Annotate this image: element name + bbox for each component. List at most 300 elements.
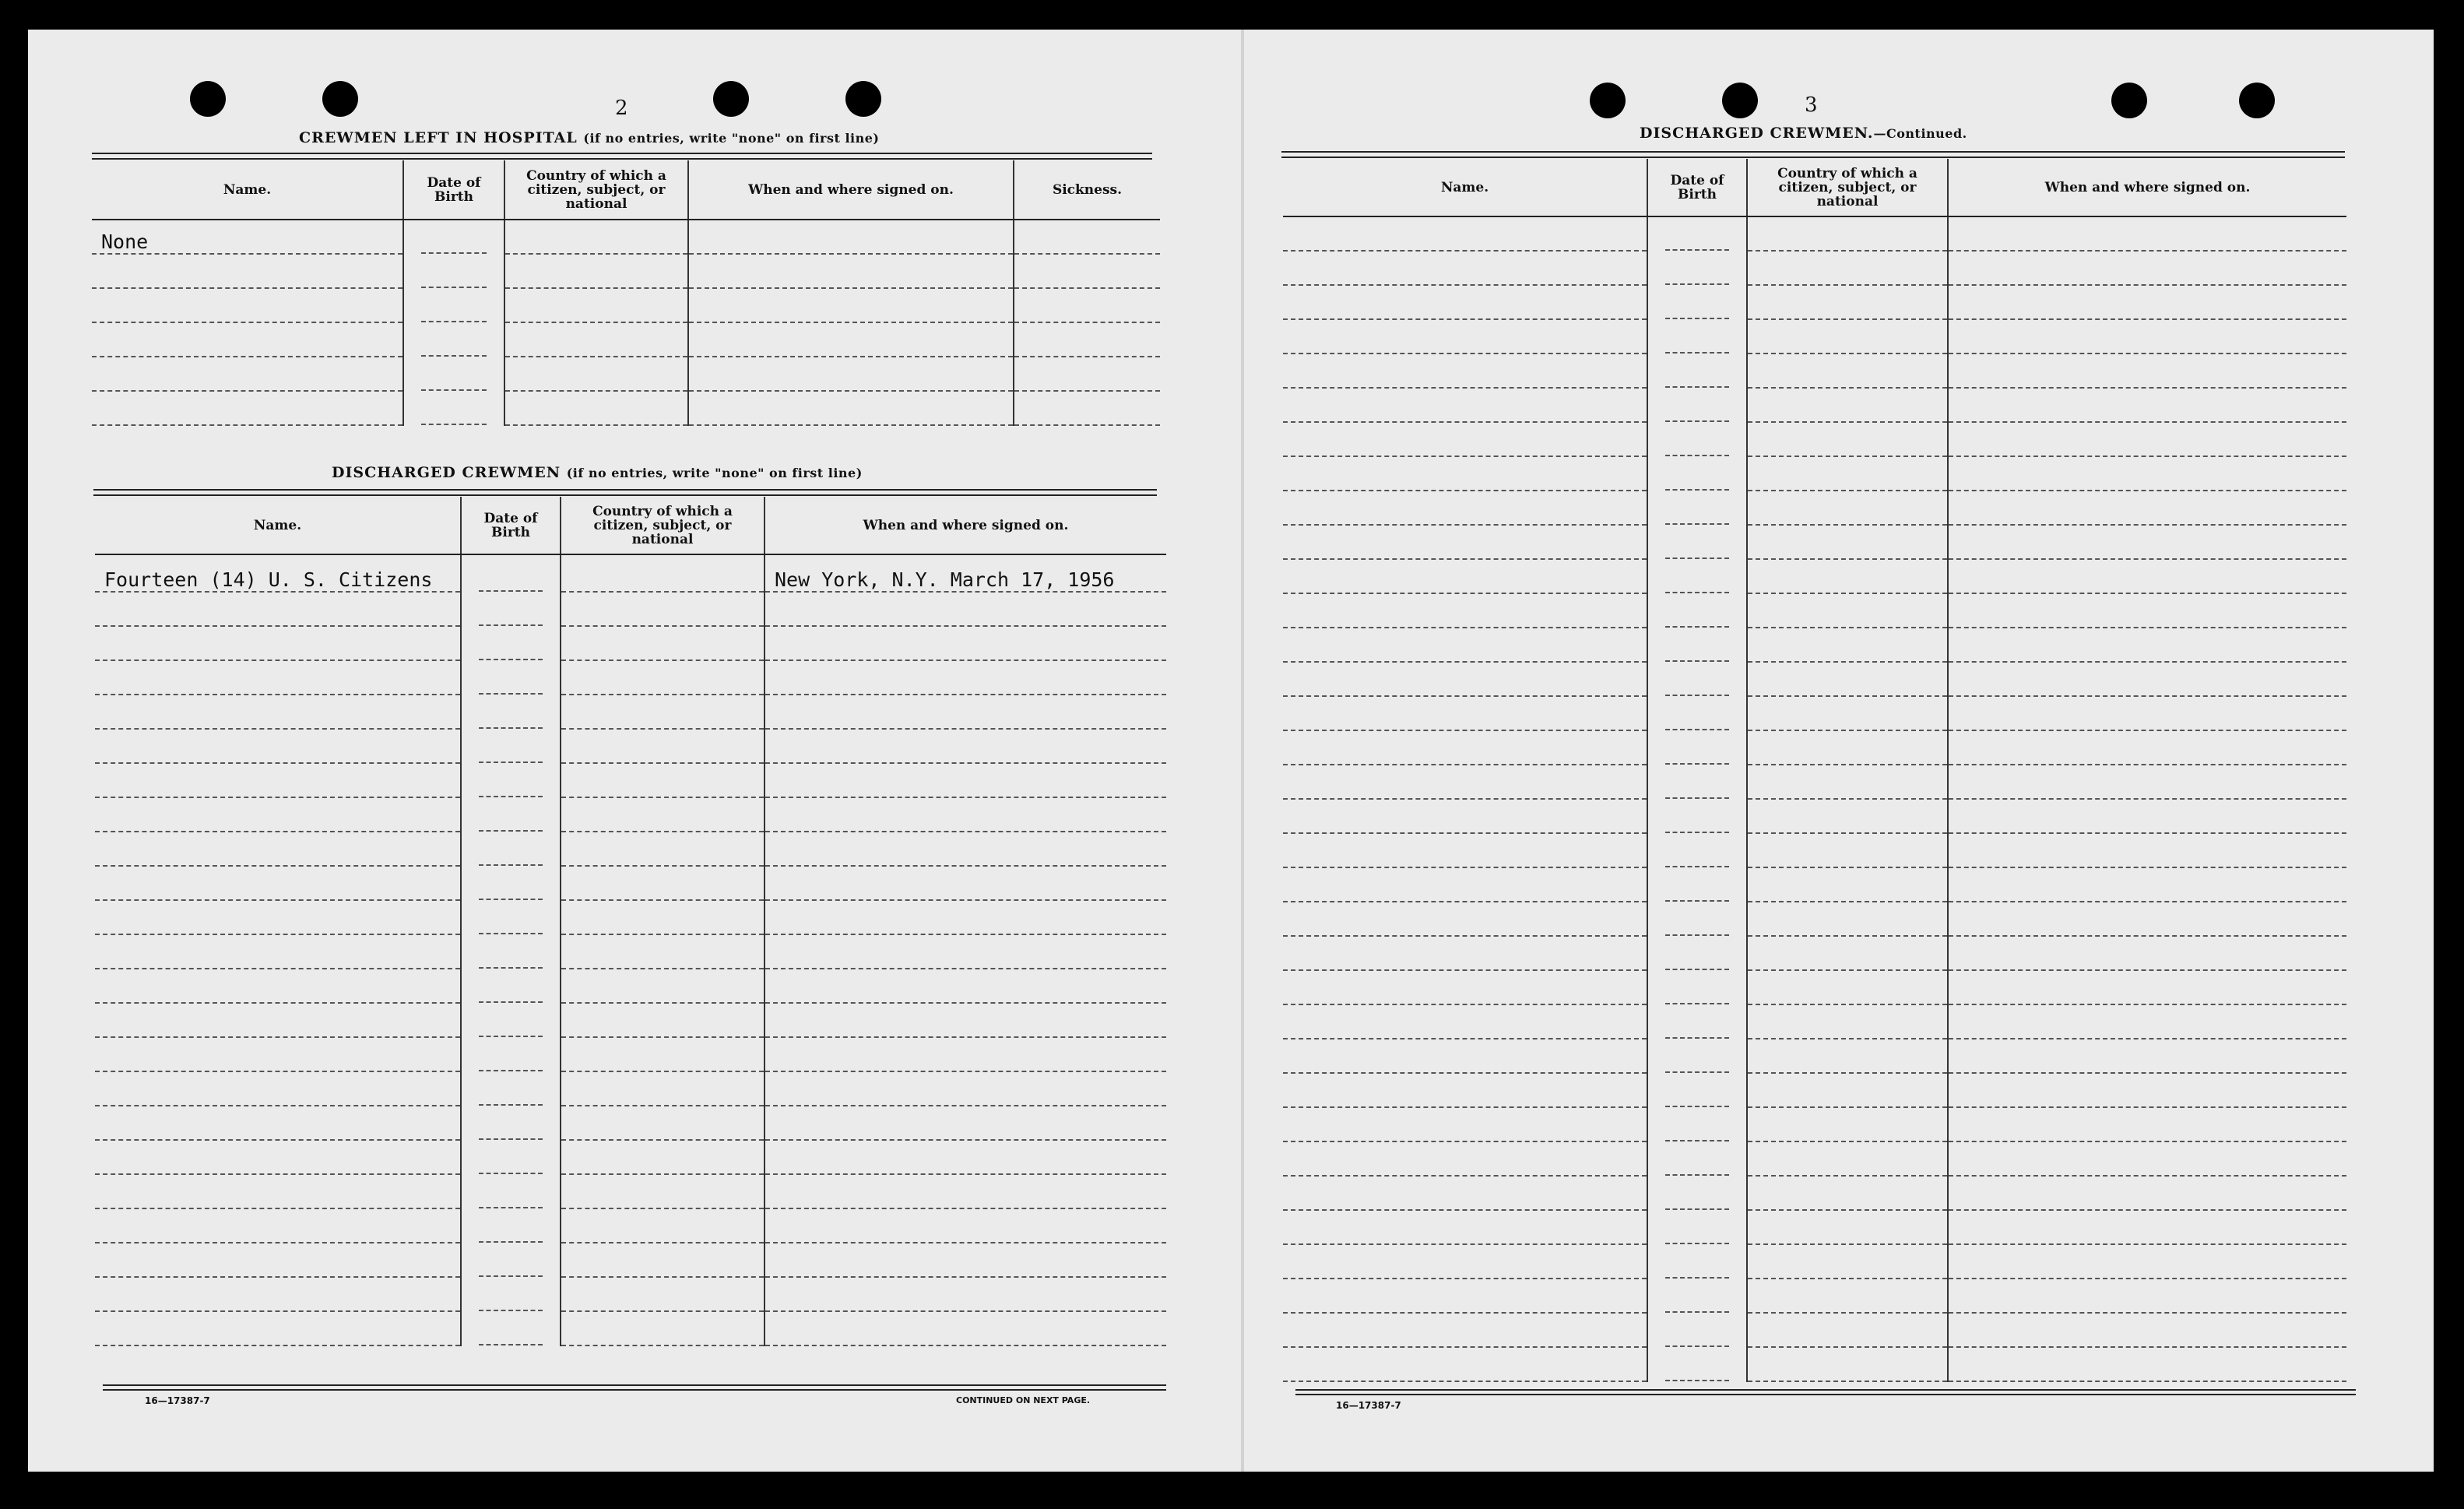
name-cell [95, 1003, 461, 1037]
table-cell [1747, 456, 1948, 491]
table-row [95, 626, 1166, 660]
name-cell [95, 626, 461, 660]
table-cell [461, 1003, 561, 1037]
name-cell [95, 695, 461, 729]
table-row [1283, 422, 2346, 456]
name-cell [1283, 662, 1647, 696]
table-row [95, 797, 1166, 832]
table-cell [765, 695, 1166, 729]
form-number: 16—17387-7 [145, 1395, 210, 1406]
table-cell [561, 934, 765, 969]
column-header: Date of Birth [403, 160, 504, 220]
name-cell [1283, 628, 1647, 662]
table-cell [561, 832, 765, 866]
hospital-table [92, 160, 1160, 426]
name-cell [1283, 1004, 1647, 1039]
table-cell [1747, 765, 1948, 799]
table-row [1283, 1176, 2346, 1210]
table-cell [765, 1071, 1166, 1106]
name-cell [1283, 730, 1647, 765]
table-cell [561, 763, 765, 797]
table-cell [1647, 696, 1747, 730]
table-row [1283, 628, 2346, 662]
page-number: 2 [615, 97, 628, 120]
table-row [1283, 902, 2346, 936]
table-row [1283, 799, 2346, 833]
table-cell [765, 660, 1166, 695]
table-row [95, 1243, 1166, 1277]
table-row [1283, 1039, 2346, 1073]
table-cell [1747, 662, 1948, 696]
table-cell [461, 866, 561, 900]
table-cell [765, 592, 1166, 626]
column-header: Country of which a citizen, subject, or national [561, 497, 765, 554]
table-row [1283, 559, 2346, 593]
name-cell [1283, 388, 1647, 422]
table-cell [1948, 1073, 2346, 1107]
name-cell [1283, 354, 1647, 388]
table-cell [1014, 357, 1160, 391]
discharged-continued-note: —Continued. [1873, 126, 1967, 141]
table-row [95, 969, 1166, 1003]
name-cell [1283, 1279, 1647, 1313]
table-row [1283, 525, 2346, 559]
table-cell [1647, 1279, 1747, 1313]
hospital-title-text: CREWMEN LEFT IN HOSPITAL [299, 129, 578, 146]
table-cell [461, 934, 561, 969]
table-cell [561, 1174, 765, 1208]
table-cell [1647, 765, 1747, 799]
name-cell [92, 322, 403, 357]
table-row [92, 391, 1160, 425]
table-cell [1948, 1107, 2346, 1141]
table-cell [504, 322, 688, 357]
name-cell [1283, 1347, 1647, 1381]
table-row [1283, 1107, 2346, 1141]
table-cell [1647, 970, 1747, 1004]
table-row [95, 763, 1166, 797]
table-row [95, 1106, 1166, 1140]
column-header: When and where signed on. [688, 160, 1014, 220]
table-cell [1747, 491, 1948, 525]
table-row [95, 1037, 1166, 1071]
name-cell [1283, 1073, 1647, 1107]
table-cell [1948, 1244, 2346, 1279]
table-cell [461, 1106, 561, 1140]
discharged-section-title [332, 464, 863, 481]
discharged-continued-bottom-rule [1295, 1389, 2356, 1395]
table-cell [561, 592, 765, 626]
table-cell [1948, 902, 2346, 936]
table-cell [1014, 391, 1160, 425]
name-cell [1283, 559, 1647, 593]
table-cell [1647, 388, 1747, 422]
table-cell [1647, 1244, 1747, 1279]
table-row [95, 1174, 1166, 1208]
table-cell [461, 592, 561, 626]
punch-hole [2239, 83, 2275, 118]
dotted-line [1665, 1379, 1729, 1381]
discharged-top-rule [93, 489, 1157, 496]
table-cell [1948, 1210, 2346, 1244]
table-row [95, 1003, 1166, 1037]
table-cell [1948, 730, 2346, 765]
table-row [95, 554, 1166, 592]
table-cell [561, 1140, 765, 1174]
table-row [95, 1140, 1166, 1174]
table-cell [765, 900, 1166, 934]
discharged-continued-title [1640, 125, 1967, 142]
table-cell [1747, 730, 1948, 765]
table-cell [461, 763, 561, 797]
table-cell [765, 763, 1166, 797]
table-cell [1747, 628, 1948, 662]
table-cell [1948, 970, 2346, 1004]
table-row [1283, 765, 2346, 799]
table-cell [1948, 696, 2346, 730]
table-cell [1647, 354, 1747, 388]
hospital-title-note: (if no entries, write "none" on first line) [583, 131, 880, 146]
table-row [1283, 936, 2346, 970]
name-cell [95, 900, 461, 934]
discharged-table [95, 497, 1166, 1346]
table-cell [561, 554, 765, 592]
table-cell [461, 1277, 561, 1311]
table-cell [1647, 559, 1747, 593]
name-cell [1283, 1039, 1647, 1073]
name-cell: None [92, 220, 403, 254]
table-cell [403, 391, 504, 425]
table-cell [1747, 936, 1948, 970]
table-cell [461, 1208, 561, 1243]
name-cell [95, 592, 461, 626]
name-cell [1283, 970, 1647, 1004]
name-cell [95, 1243, 461, 1277]
table-cell [1948, 1176, 2346, 1210]
table-cell: New York, N.Y. March 17, 1956 [765, 554, 1166, 592]
name-cell [95, 969, 461, 1003]
name-cell [1283, 1210, 1647, 1244]
table-cell [403, 288, 504, 322]
name-cell [95, 934, 461, 969]
name-cell: Fourteen (14) U. S. Citizens [95, 554, 461, 592]
table-cell [1647, 1073, 1747, 1107]
table-cell [1948, 354, 2346, 388]
table-cell [561, 1243, 765, 1277]
dotted-line [421, 423, 486, 425]
table-row [1283, 1004, 2346, 1039]
table-cell [1647, 593, 1747, 628]
table-cell [561, 1277, 765, 1311]
table-row [95, 729, 1166, 763]
column-header: Name. [92, 160, 403, 220]
punch-hole [845, 81, 881, 117]
table-cell [1747, 593, 1948, 628]
table-cell [504, 254, 688, 288]
name-cell [1283, 902, 1647, 936]
table-row [1283, 251, 2346, 285]
table-cell [1747, 1347, 1948, 1381]
hospital-top-rule [92, 153, 1152, 160]
table-cell [461, 832, 561, 866]
table-cell [1747, 970, 1948, 1004]
table-row [1283, 1210, 2346, 1244]
table-cell [1747, 1141, 1948, 1176]
table-cell [1647, 525, 1747, 559]
table-cell [461, 1140, 561, 1174]
name-cell [95, 797, 461, 832]
table-cell [461, 1174, 561, 1208]
table-cell [504, 288, 688, 322]
table-cell [1948, 1039, 2346, 1073]
table-cell [461, 1243, 561, 1277]
table-cell [461, 1311, 561, 1345]
table-row [1283, 1279, 2346, 1313]
punch-hole [190, 81, 226, 117]
table-row [1283, 285, 2346, 319]
name-cell [1283, 491, 1647, 525]
table-row [95, 934, 1166, 969]
table-cell [765, 1037, 1166, 1071]
name-cell [1283, 833, 1647, 867]
table-cell [561, 866, 765, 900]
table-row [1283, 730, 2346, 765]
page-number: 3 [1805, 93, 1818, 117]
name-cell [1283, 696, 1647, 730]
name-cell [1283, 936, 1647, 970]
table-cell [1747, 251, 1948, 285]
table-cell [688, 288, 1014, 322]
table-cell [1647, 491, 1747, 525]
table-row [1283, 970, 2346, 1004]
table-row [95, 660, 1166, 695]
name-cell [95, 660, 461, 695]
table-cell [561, 1311, 765, 1345]
table-cell [1948, 456, 2346, 491]
table-cell [461, 626, 561, 660]
table-row [95, 592, 1166, 626]
column-header: Name. [95, 497, 461, 554]
table-cell [1647, 1039, 1747, 1073]
table-cell [1647, 1313, 1747, 1347]
table-cell [1747, 1107, 1948, 1141]
table-cell [1948, 593, 2346, 628]
table-cell [1747, 799, 1948, 833]
table-cell [403, 322, 504, 357]
table-row [95, 1277, 1166, 1311]
table-cell [1948, 388, 2346, 422]
discharged-continued-top-rule [1281, 151, 2345, 158]
table-cell [688, 220, 1014, 254]
table-cell [1948, 422, 2346, 456]
table-cell [1747, 216, 1948, 251]
table-cell [1647, 456, 1747, 491]
table-cell [688, 391, 1014, 425]
table-cell [1747, 559, 1948, 593]
table-cell [461, 729, 561, 763]
table-cell [1747, 696, 1948, 730]
discharged-continued-title-text: DISCHARGED CREWMEN. [1640, 125, 1874, 142]
punch-hole [1722, 83, 1758, 118]
dotted-line [479, 1343, 543, 1345]
table-cell [1647, 1141, 1747, 1176]
table-cell [403, 220, 504, 254]
table-cell [1948, 1313, 2346, 1347]
table-cell [1647, 902, 1747, 936]
table-cell [765, 1003, 1166, 1037]
name-cell [1283, 319, 1647, 354]
column-header: Country of which a citizen, subject, or national [1747, 159, 1948, 216]
table-row [95, 866, 1166, 900]
punch-hole [1590, 83, 1626, 118]
table-row [1283, 388, 2346, 422]
table-cell [1948, 799, 2346, 833]
table-cell [1014, 322, 1160, 357]
name-cell [1283, 285, 1647, 319]
table-cell [1948, 251, 2346, 285]
table-cell [765, 1208, 1166, 1243]
name-cell [95, 729, 461, 763]
table-cell [1647, 628, 1747, 662]
table-cell [1647, 833, 1747, 867]
table-cell [765, 729, 1166, 763]
table-cell [561, 900, 765, 934]
discharged-continued-table [1283, 159, 2346, 1382]
table-cell [1948, 936, 2346, 970]
table-row [1283, 593, 2346, 628]
name-cell [95, 1140, 461, 1174]
name-cell [1283, 422, 1647, 456]
table-row [95, 900, 1166, 934]
name-cell [1283, 1313, 1647, 1347]
table-cell [1747, 388, 1948, 422]
table-cell [1948, 1347, 2346, 1381]
table-cell [1948, 1141, 2346, 1176]
name-cell [95, 1277, 461, 1311]
table-cell [765, 1140, 1166, 1174]
table-cell [461, 1037, 561, 1071]
name-cell [1283, 216, 1647, 251]
table-row [1283, 696, 2346, 730]
table-row [1283, 216, 2346, 251]
table-row [1283, 456, 2346, 491]
name-cell [1283, 765, 1647, 799]
table-cell [1647, 216, 1747, 251]
table-row [92, 254, 1160, 288]
table-cell [1647, 285, 1747, 319]
table-cell [1647, 1176, 1747, 1210]
name-cell [1283, 867, 1647, 902]
table-cell [1647, 422, 1747, 456]
name-cell [95, 1208, 461, 1243]
table-cell [561, 695, 765, 729]
discharged-title-text: DISCHARGED CREWMEN [332, 464, 561, 481]
table-cell [461, 554, 561, 592]
table-cell [765, 832, 1166, 866]
table-cell [1948, 833, 2346, 867]
table-cell [1747, 902, 1948, 936]
name-cell [92, 391, 403, 425]
table-cell [765, 1174, 1166, 1208]
table-cell [1747, 1313, 1948, 1347]
table-cell [1747, 1176, 1948, 1210]
name-cell [92, 357, 403, 391]
name-cell [95, 1071, 461, 1106]
table-row [92, 220, 1160, 254]
name-cell [95, 1311, 461, 1345]
name-cell [1283, 1244, 1647, 1279]
table-cell [461, 695, 561, 729]
table-row [95, 1311, 1166, 1345]
name-cell [92, 254, 403, 288]
name-cell [95, 832, 461, 866]
table-cell [561, 1037, 765, 1071]
table-row [1283, 1141, 2346, 1176]
table-cell [1948, 867, 2346, 902]
table-row [95, 832, 1166, 866]
discharged-bottom-rule [103, 1384, 1166, 1391]
table-row [95, 1071, 1166, 1106]
table-cell [1647, 251, 1747, 285]
table-cell [1948, 765, 2346, 799]
table-cell [1647, 1210, 1747, 1244]
table-cell [1647, 936, 1747, 970]
column-header: When and where signed on. [1948, 159, 2346, 216]
table-cell [1747, 1004, 1948, 1039]
table-cell [1014, 220, 1160, 254]
name-cell [1283, 799, 1647, 833]
table-row [1283, 319, 2346, 354]
table-cell [1747, 1039, 1948, 1073]
table-cell [765, 797, 1166, 832]
table-cell [1647, 1347, 1747, 1381]
table-row [92, 288, 1160, 322]
name-cell [1283, 1141, 1647, 1176]
punch-hole [713, 81, 749, 117]
table-cell [1747, 1244, 1948, 1279]
table-cell [1647, 799, 1747, 833]
name-cell [95, 763, 461, 797]
table-cell [1747, 285, 1948, 319]
table-row [1283, 1073, 2346, 1107]
table-cell [561, 1106, 765, 1140]
table-row [95, 1208, 1166, 1243]
name-cell [1283, 1176, 1647, 1210]
table-cell [504, 357, 688, 391]
table-row [1283, 662, 2346, 696]
table-cell [561, 660, 765, 695]
discharged-title-note: (if no entries, write "none" on first line) [566, 466, 863, 480]
table-cell [765, 626, 1166, 660]
table-cell [1747, 319, 1948, 354]
column-header: When and where signed on. [765, 497, 1166, 554]
table-cell [561, 969, 765, 1003]
table-cell [765, 1311, 1166, 1345]
table-row [1283, 867, 2346, 902]
table-row [95, 695, 1166, 729]
table-cell [1747, 833, 1948, 867]
column-header: Country of which a citizen, subject, or national [504, 160, 688, 220]
name-cell [95, 1174, 461, 1208]
table-cell [1647, 662, 1747, 696]
column-header: Date of Birth [1647, 159, 1747, 216]
table-row [1283, 833, 2346, 867]
table-cell [561, 729, 765, 763]
table-cell [765, 866, 1166, 900]
table-cell [461, 969, 561, 1003]
name-cell [92, 288, 403, 322]
table-cell [1948, 216, 2346, 251]
